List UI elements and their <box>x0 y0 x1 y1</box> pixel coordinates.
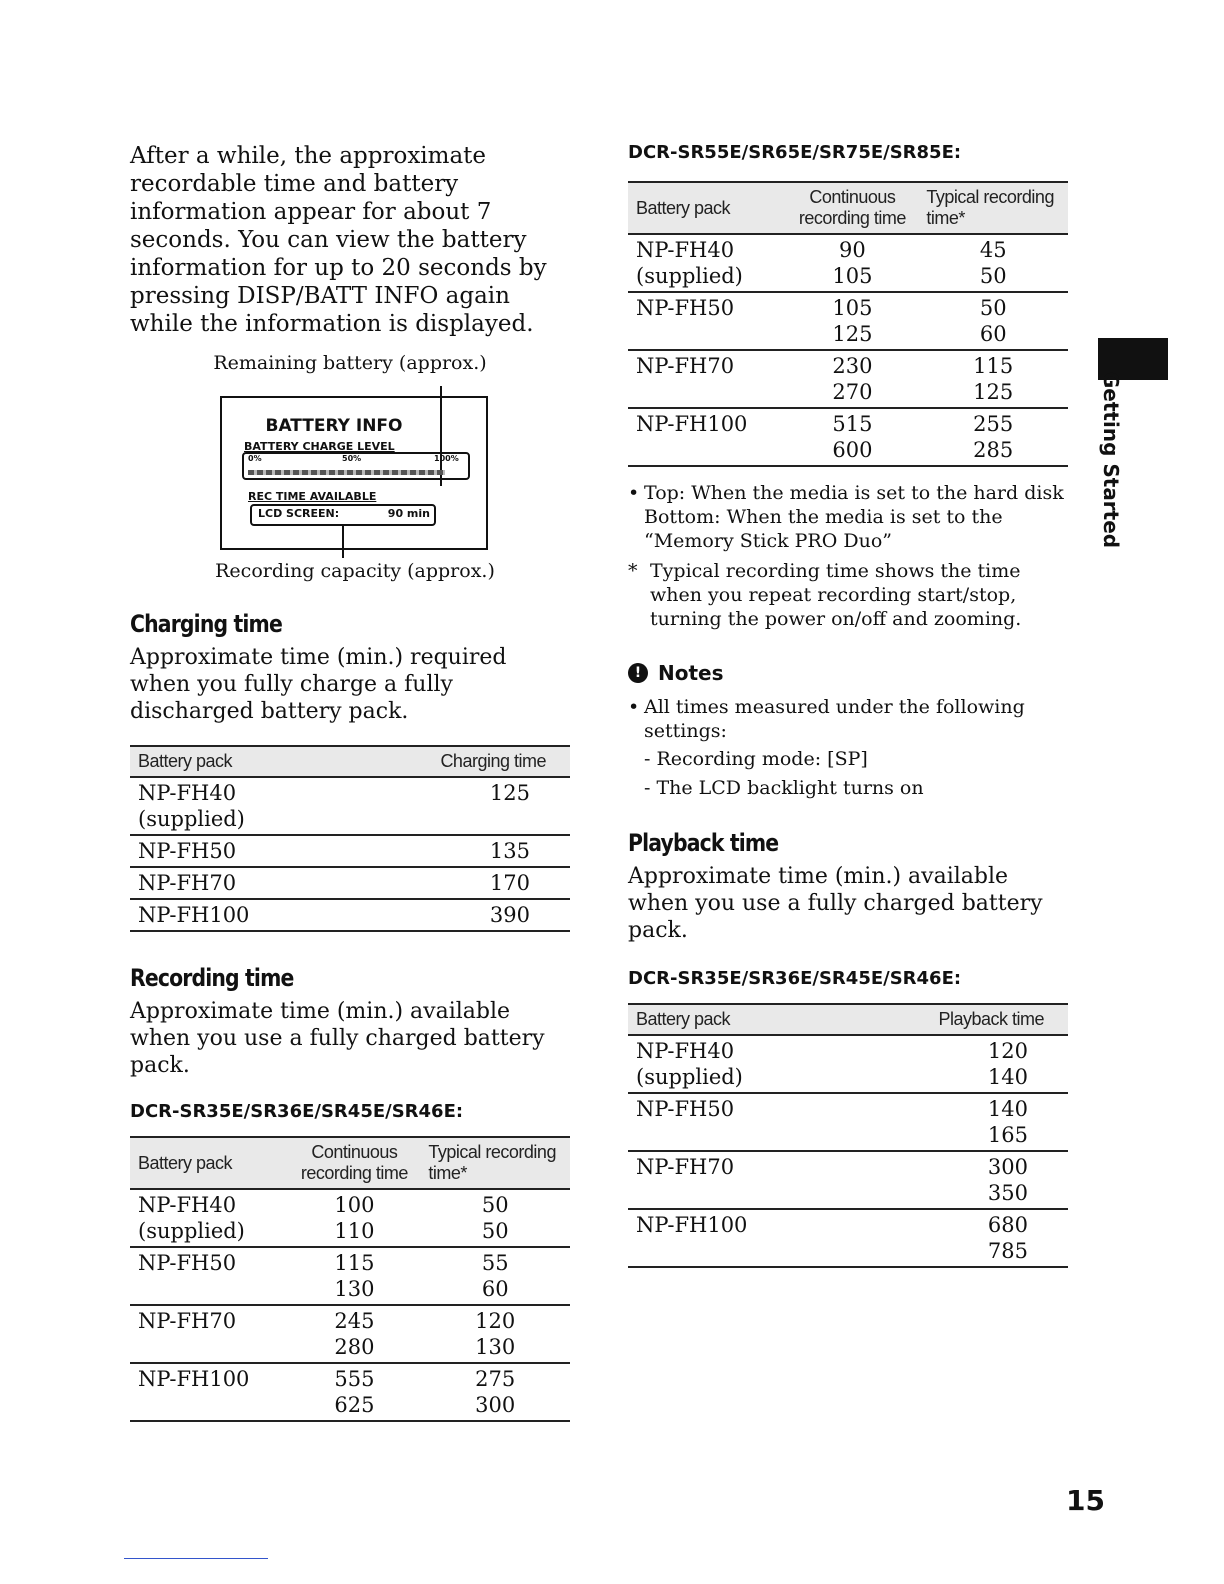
notes-dash-1: - Recording mode: [SP] <box>644 748 868 770</box>
charging-time-cell: 135 <box>489 839 530 863</box>
notes-heading-text: Notes <box>658 661 724 685</box>
top-bottom-bullet: • Top: When the media is set to the hard disk Bottom: When the media is set to the “Memory Stick PRO Duo” <box>628 481 1068 553</box>
typical-time-cell-top: 115 <box>973 354 1014 378</box>
rec-b-col-typ-2: time* <box>926 208 965 228</box>
continuous-time-cell-bottom: 110 <box>334 1219 375 1243</box>
recording-table-a <box>130 1136 570 1422</box>
typical-time-cell-top: 275 <box>475 1367 516 1391</box>
charge-level-bar <box>242 452 470 480</box>
footer-rule <box>124 1558 268 1559</box>
battery-pack-cell-top: NP-FH100 <box>636 1213 748 1237</box>
continuous-time-cell <box>786 234 918 292</box>
top-bottom-note <box>628 481 1068 553</box>
battery-pack-cell-top: NP-FH70 <box>636 354 735 378</box>
continuous-time-cell-top: 100 <box>334 1193 375 1217</box>
table-row <box>130 867 570 899</box>
charging-col-time: Charging time <box>342 746 570 777</box>
playback-text: Approximate time (min.) available when you use a fully charged battery pack. <box>628 864 1043 943</box>
charge-level-fill <box>248 470 445 475</box>
playback-col-pack: Battery pack <box>628 1004 840 1035</box>
intro-paragraph: After a while, the approximate recordable time and battery information appear for about 7 seconds. You can view the battery information for up to 20 seconds by pressing DISP/BATT INFO again while the information is displayed. <box>130 143 547 337</box>
notes-dash-2: - The LCD backlight turns on <box>644 777 924 799</box>
recording-table-b <box>628 181 1068 467</box>
charging-time-cell: 170 <box>489 871 530 895</box>
table-row <box>628 1151 1068 1209</box>
tick-50: 50% <box>342 454 362 463</box>
continuous-time-cell-top: 105 <box>832 296 873 320</box>
continuous-time-cell <box>786 292 918 350</box>
battery-pack-cell-top: NP-FH100 <box>636 412 748 436</box>
battery-info-title: BATTERY INFO <box>265 416 403 436</box>
battery-pack-cell <box>628 1151 840 1209</box>
typical-time-cell-bottom: 125 <box>973 380 1014 404</box>
notes-heading <box>628 661 1068 685</box>
continuous-time-cell <box>288 1363 420 1421</box>
table-row <box>628 292 1068 350</box>
typical-time-cell-bottom: 50 <box>979 264 1007 288</box>
typical-time-cell <box>420 1363 570 1421</box>
playback-heading: Playback time <box>628 829 779 857</box>
battery-pack-cell-bottom: (supplied) <box>138 807 245 831</box>
charging-table <box>130 745 570 932</box>
diagram-caption-top: Remaining battery (approx.) <box>213 352 487 374</box>
rec-a-col-cont-1: Continuous <box>311 1142 398 1162</box>
diagram-caption-bottom: Recording capacity (approx.) <box>215 560 495 582</box>
left-column <box>130 142 570 1422</box>
battery-pack-cell <box>130 1363 288 1421</box>
typical-time-cell-top: 120 <box>475 1309 516 1333</box>
battery-pack-cell <box>628 1035 840 1093</box>
battery-pack-cell-bottom: (supplied) <box>636 1065 743 1089</box>
table-row <box>130 899 570 931</box>
battery-pack-cell-top: NP-FH40 <box>138 781 237 805</box>
charging-time-cell: 390 <box>489 903 530 927</box>
recording-model-a: DCR-SR35E/SR36E/SR45E/SR46E: <box>130 1101 464 1122</box>
table-row <box>628 408 1068 466</box>
battery-pack-cell <box>628 292 786 350</box>
notes-bullet: • All times measured under the following settings: <box>628 695 1068 743</box>
typical-time-cell-bottom: 130 <box>475 1335 516 1359</box>
typical-time-cell-top: 255 <box>973 412 1014 436</box>
rec-a-col-cont-2: recording time <box>300 1163 408 1183</box>
typical-time-cell-top: 55 <box>481 1251 509 1275</box>
rec-b-col-cont <box>786 182 918 234</box>
battery-pack-cell <box>628 234 786 292</box>
battery-pack-cell <box>628 1093 840 1151</box>
typical-time-cell-bottom: 300 <box>475 1393 516 1417</box>
continuous-time-cell <box>786 350 918 408</box>
continuous-time-cell-bottom: 130 <box>334 1277 375 1301</box>
typical-time-cell-top: 50 <box>481 1193 509 1217</box>
charging-col-pack: Battery pack <box>130 746 342 777</box>
battery-pack-cell <box>130 1305 288 1363</box>
battery-pack-cell-bottom <box>636 1122 832 1148</box>
battery-pack-cell-top: NP-FH70 <box>138 1309 237 1333</box>
battery-pack-cell: NP-FH70 <box>138 871 237 895</box>
continuous-time-cell-bottom: 625 <box>334 1393 375 1417</box>
playback-col-time: Playback time <box>840 1004 1068 1035</box>
lcd-screen-box <box>250 504 436 526</box>
battery-pack-cell <box>628 1209 840 1267</box>
battery-pack-cell-bottom: (supplied) <box>138 1219 245 1243</box>
battery-pack-cell-bottom <box>636 321 778 347</box>
notes-icon: ! <box>628 663 648 683</box>
recording-heading: Recording time <box>130 964 294 992</box>
page-number: 15 <box>1066 1484 1105 1517</box>
continuous-time-cell <box>288 1305 420 1363</box>
typical-time-cell <box>420 1247 570 1305</box>
playback-time-cell <box>840 1151 1068 1209</box>
rec-b-col-typ <box>918 182 1068 234</box>
battery-pack-cell-bottom <box>138 1334 280 1360</box>
lcd-screen-label: LCD SCREEN: <box>258 507 340 520</box>
rec-b-col-cont-1: Continuous <box>809 187 896 207</box>
battery-pack-cell: NP-FH100 <box>138 903 250 927</box>
rec-a-col-typ-1: Typical recording <box>428 1142 556 1162</box>
table-row <box>130 777 570 835</box>
battery-pack-cell-bottom <box>138 1392 280 1418</box>
playback-time-cell <box>840 1093 1068 1151</box>
table-row <box>628 1093 1068 1151</box>
playback-time-cell-top: 120 <box>987 1039 1028 1063</box>
battery-pack-cell <box>130 1247 288 1305</box>
typical-time-cell <box>918 234 1068 292</box>
notes-list <box>628 695 1068 743</box>
continuous-time-cell-bottom: 270 <box>832 380 873 404</box>
charging-time-cell: 125 <box>489 781 530 805</box>
continuous-time-cell-top: 555 <box>334 1367 375 1391</box>
right-column <box>628 142 1068 1268</box>
rec-a-col-pack: Battery pack <box>130 1137 288 1189</box>
continuous-time-cell-top: 515 <box>832 412 873 436</box>
battery-pack-cell: NP-FH50 <box>138 839 237 863</box>
typical-time-cell-bottom: 285 <box>973 438 1014 462</box>
recording-model-b: DCR-SR55E/SR65E/SR75E/SR85E: <box>628 142 962 163</box>
battery-pack-cell-bottom <box>636 437 778 463</box>
table-row <box>130 1363 570 1421</box>
typical-time-cell <box>420 1189 570 1247</box>
pointer-line-bottom <box>342 524 344 558</box>
table-row <box>628 1035 1068 1093</box>
rec-a-col-typ <box>420 1137 570 1189</box>
typical-time-cell <box>918 408 1068 466</box>
battery-pack-cell-top: NP-FH50 <box>636 1097 735 1121</box>
typical-footnote: * Typical recording time shows the time when you repeat recording start/stop, turning the power on/off and zooming. <box>628 559 1068 631</box>
charging-text: Approximate time (min.) required when you fully charge a fully discharged battery pack. <box>130 645 507 724</box>
battery-pack-cell-top: NP-FH100 <box>138 1367 250 1391</box>
playback-table <box>628 1003 1068 1268</box>
typical-time-cell-bottom: 60 <box>481 1277 509 1301</box>
battery-pack-cell-top: NP-FH70 <box>636 1155 735 1179</box>
battery-pack-cell <box>130 1189 288 1247</box>
battery-pack-cell-bottom <box>138 1276 280 1302</box>
playback-time-cell-bottom: 350 <box>987 1181 1028 1205</box>
continuous-time-cell-top: 230 <box>832 354 873 378</box>
continuous-time-cell-bottom: 600 <box>832 438 873 462</box>
playback-model: DCR-SR35E/SR36E/SR45E/SR46E: <box>628 968 962 989</box>
rec-b-col-typ-1: Typical recording <box>926 187 1054 207</box>
tick-100: 100% <box>434 454 459 463</box>
tick-0: 0% <box>248 454 262 463</box>
table-row <box>130 835 570 867</box>
battery-pack-cell-top: NP-FH40 <box>138 1193 237 1217</box>
continuous-time-cell-bottom: 125 <box>832 322 873 346</box>
battery-pack-cell-bottom: (supplied) <box>636 264 743 288</box>
rec-a-col-typ-2: time* <box>428 1163 467 1183</box>
lcd-screen-value: 90 min <box>387 507 430 520</box>
rec-b-col-cont-2: recording time <box>798 208 906 228</box>
section-side-label <box>1094 371 1128 549</box>
rec-time-label: REC TIME AVAILABLE <box>248 490 377 503</box>
rec-a-col-cont <box>288 1137 420 1189</box>
battery-pack-cell-top: NP-FH40 <box>636 238 735 262</box>
continuous-time-cell-bottom: 280 <box>334 1335 375 1359</box>
continuous-time-cell-top: 115 <box>334 1251 375 1275</box>
playback-time-cell <box>840 1209 1068 1267</box>
battery-pack-cell <box>130 777 342 835</box>
battery-pack-cell-bottom <box>636 379 778 405</box>
typical-time-cell <box>918 350 1068 408</box>
table-row <box>130 1305 570 1363</box>
continuous-time-cell-top: 90 <box>839 238 866 262</box>
table-row <box>628 350 1068 408</box>
playback-time-cell-top: 300 <box>987 1155 1028 1179</box>
continuous-time-cell <box>288 1189 420 1247</box>
battery-pack-cell-top: NP-FH50 <box>636 296 735 320</box>
recording-text: Approximate time (min.) available when you use a fully charged battery pack. <box>130 999 545 1078</box>
table-row <box>130 1247 570 1305</box>
playback-time-cell-bottom: 785 <box>987 1239 1028 1263</box>
charge-level-label: BATTERY CHARGE LEVEL <box>244 440 395 453</box>
battery-pack-cell-bottom <box>636 1238 832 1264</box>
battery-pack-cell <box>628 408 786 466</box>
typical-time-cell-bottom: 50 <box>481 1219 509 1243</box>
table-row <box>130 1189 570 1247</box>
table-row <box>628 234 1068 292</box>
battery-info-screen <box>220 396 488 550</box>
continuous-time-cell-bottom: 105 <box>832 264 873 288</box>
battery-pack-cell-top: NP-FH40 <box>636 1039 735 1063</box>
playback-time-cell-top: 680 <box>987 1213 1028 1237</box>
continuous-time-cell-top: 245 <box>334 1309 375 1333</box>
typical-time-cell-top: 45 <box>979 238 1007 262</box>
continuous-time-cell <box>288 1247 420 1305</box>
playback-time-cell <box>840 1035 1068 1093</box>
typical-time-cell <box>420 1305 570 1363</box>
battery-pack-cell <box>628 350 786 408</box>
section-side-label-text: Getting Started <box>1099 371 1123 549</box>
charging-heading: Charging time <box>130 610 282 638</box>
rec-b-col-pack: Battery pack <box>628 182 786 234</box>
typical-time-cell-bottom: 60 <box>979 322 1007 346</box>
playback-time-cell-top: 140 <box>987 1097 1028 1121</box>
continuous-time-cell <box>786 408 918 466</box>
battery-pack-cell-bottom <box>636 1180 832 1206</box>
playback-time-cell-bottom: 165 <box>987 1123 1028 1147</box>
battery-pack-cell-top: NP-FH50 <box>138 1251 237 1275</box>
table-row <box>628 1209 1068 1267</box>
playback-time-cell-bottom: 140 <box>987 1065 1028 1089</box>
typical-time-cell-top: 50 <box>979 296 1007 320</box>
typical-time-cell <box>918 292 1068 350</box>
